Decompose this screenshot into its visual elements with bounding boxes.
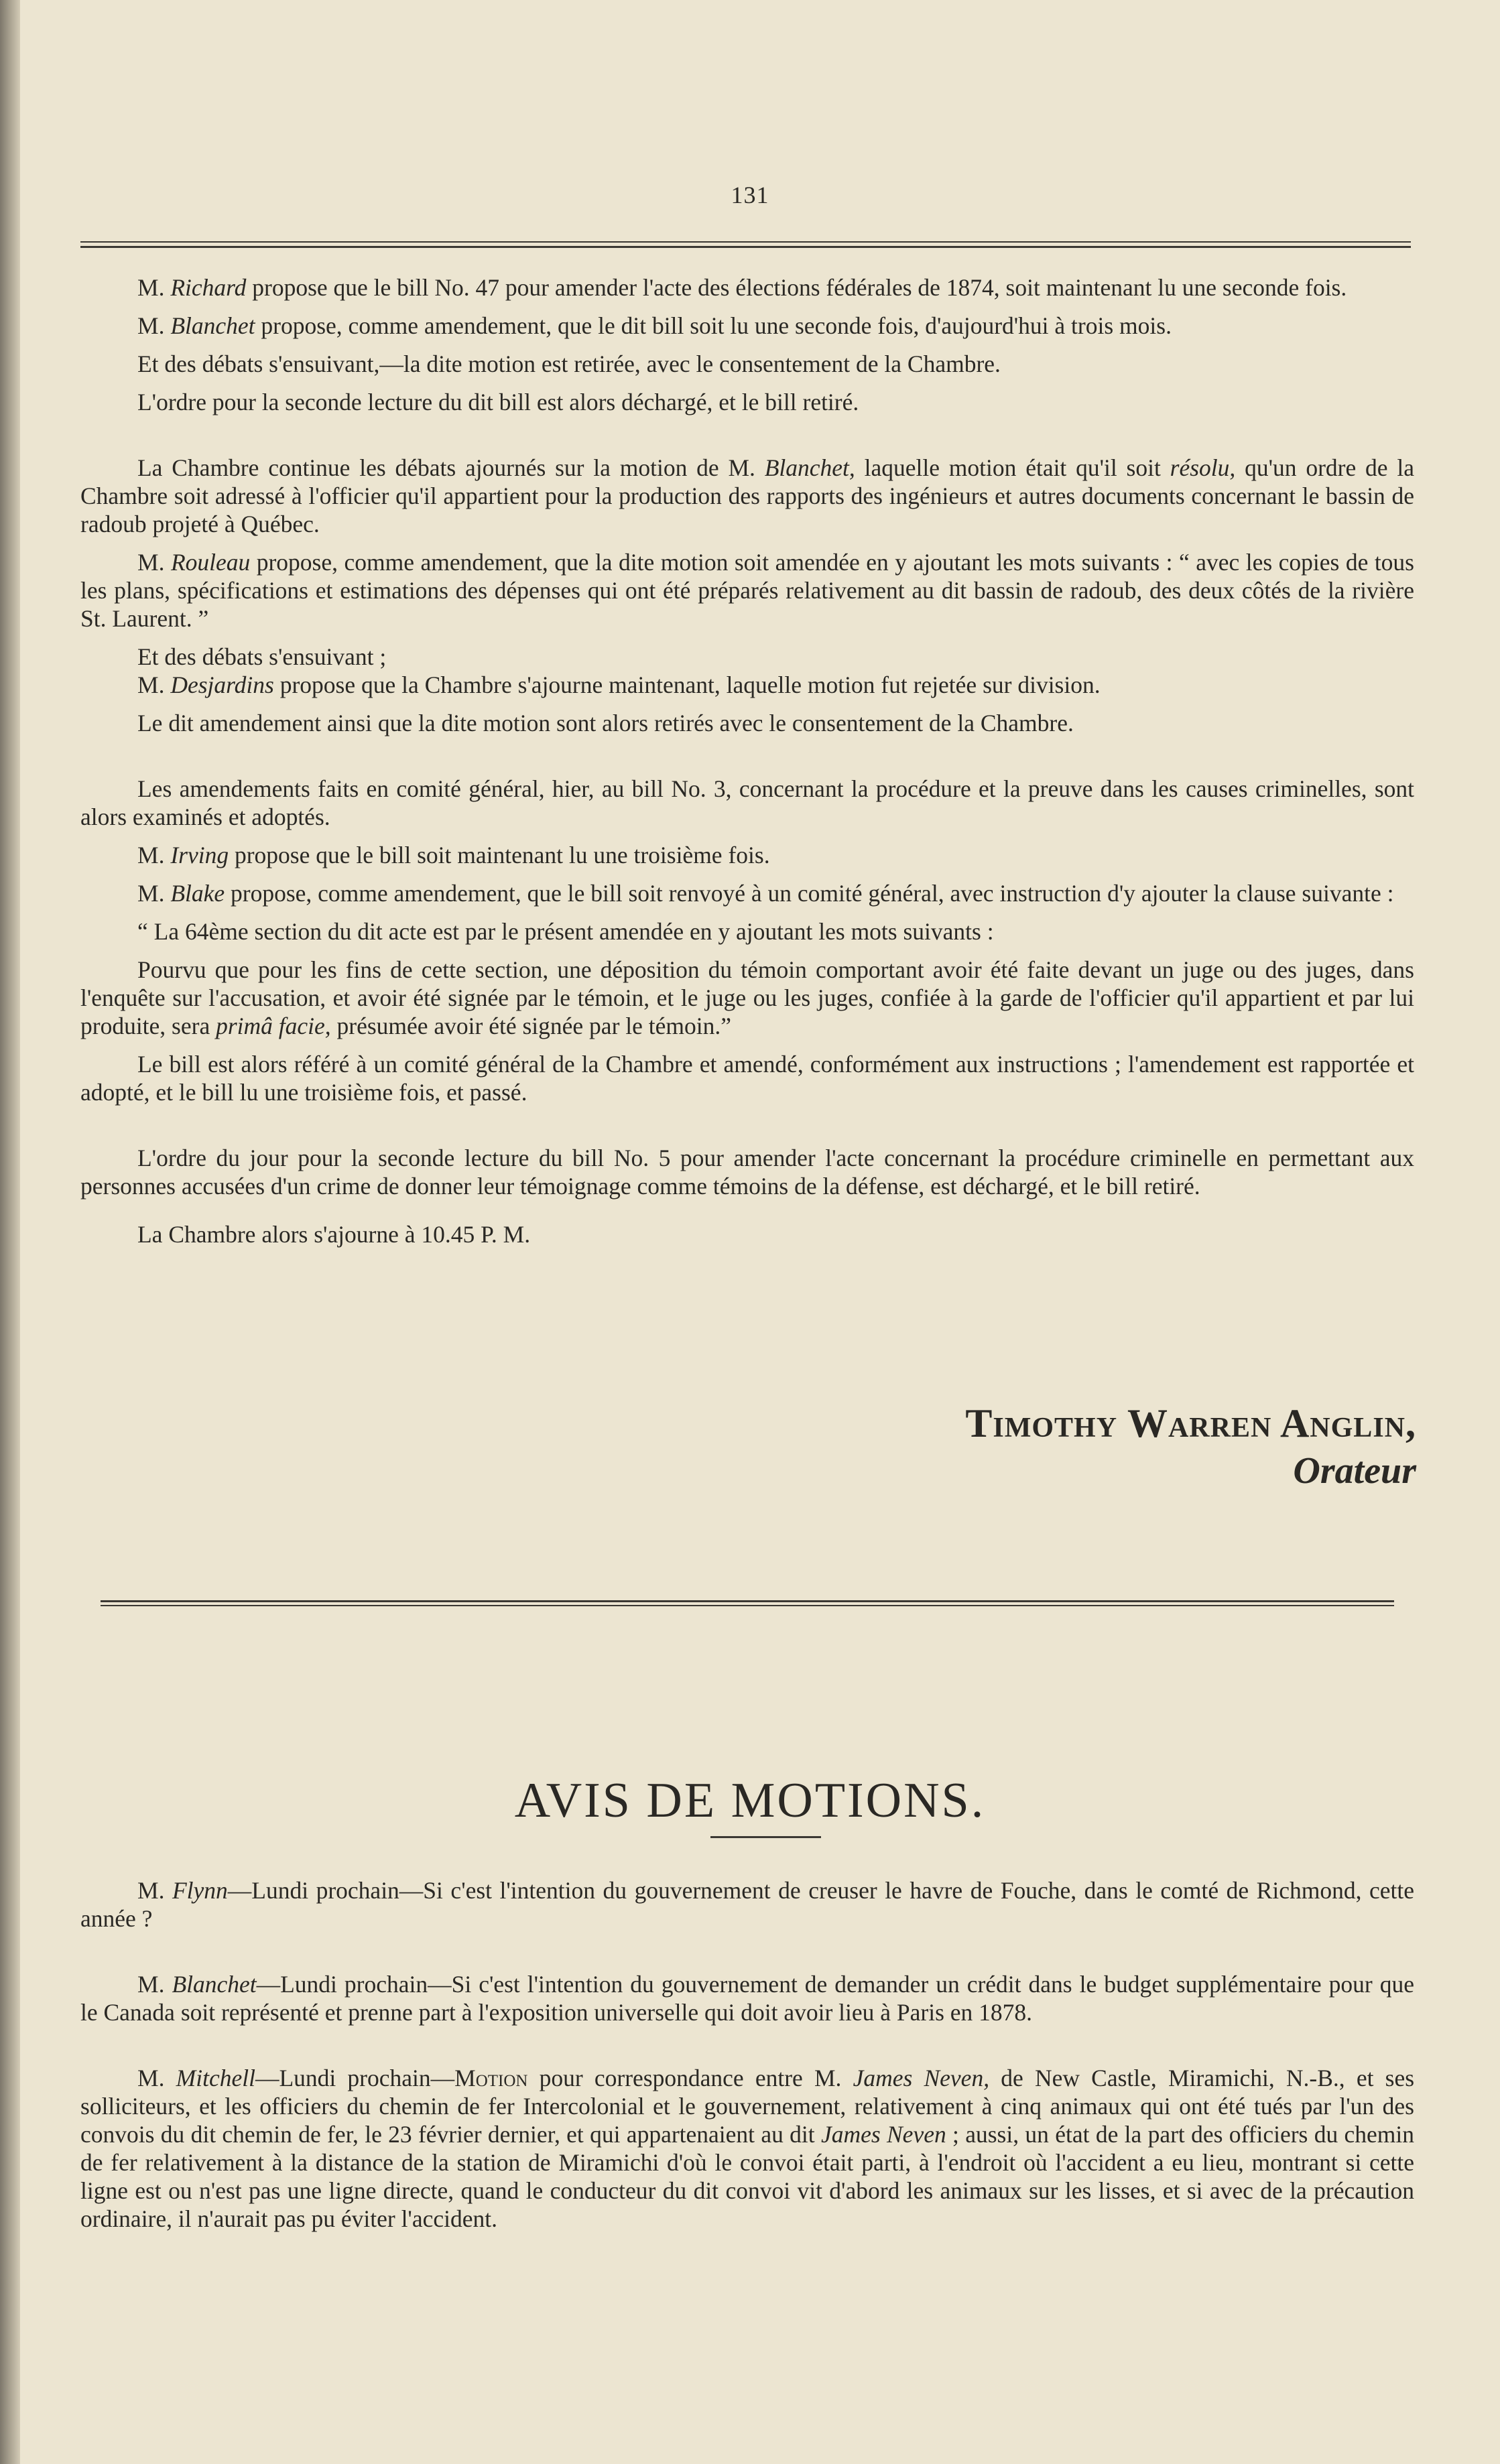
text-run: “ La 64ème section du dit acte est par le présent amendée en y ajoutant les mots suivants : <box>137 918 994 945</box>
text-run: propose que la Chambre s'ajourne maintenant, laquelle motion fut rejetée sur division. <box>273 671 1101 698</box>
text-run: propose, comme amendement, que le bill soit renvoyé à un comité général, avec instruction d'y ajouter la clause suivante : <box>225 880 1394 907</box>
member-name: James Neven, <box>853 2065 990 2091</box>
text-run: M. <box>137 312 171 339</box>
member-name: Flynn <box>172 1877 228 1904</box>
signature-block <box>965 1401 1416 1492</box>
journal-paragraph <box>80 709 1414 737</box>
journal-paragraph <box>80 1220 1414 1248</box>
text-run: propose, comme amendement, que la dite motion soit amendée en y ajoutant les mots suivants : “ avec les copies de tous les plans, spécifications et estimations des dépenses qui ont été préparés relativement au dit bassin de radoub, des deux côtés de la rivière St. Laurent. ” <box>80 549 1414 632</box>
text-run: M. <box>137 671 171 698</box>
journal-paragraph <box>80 917 1414 946</box>
notices-body <box>80 1876 1414 2233</box>
speaker-name: Timothy Warren Anglin, <box>965 1401 1416 1445</box>
text-run: propose, comme amendement, que le dit bill soit lu une seconde fois, d'aujourd'hui à trois mois. <box>255 312 1172 339</box>
journal-paragraph <box>80 841 1414 869</box>
text-run: propose que le bill soit maintenant lu une troisième fois. <box>229 842 770 868</box>
journal-paragraph <box>80 454 1414 538</box>
journal-paragraph <box>80 388 1414 416</box>
member-name: Mitchell <box>176 2065 255 2091</box>
journal-paragraph <box>80 775 1414 831</box>
text-run: M. <box>137 1971 172 1998</box>
text-run: laquelle motion était qu'il soit <box>855 454 1170 481</box>
journal-paragraph <box>80 350 1414 378</box>
heading-short-rule <box>710 1836 821 1838</box>
text-run: pour correspondance entre M. <box>527 2065 853 2091</box>
journal-paragraph <box>80 548 1414 633</box>
text-run: M. <box>137 880 171 907</box>
text-run: La Chambre continue les débats ajournés sur la motion de M. <box>137 454 765 481</box>
text-run: La Chambre alors s'ajourne à 10.45 P. M. <box>137 1221 531 1248</box>
journal-paragraph <box>80 956 1414 1040</box>
member-name: primâ facie, <box>216 1013 331 1039</box>
member-name: Blanchet <box>170 312 255 339</box>
text-run: qu'un ordre de la Chambre soit adressé à l'officier qu'il appartient pour la production des rapports des ingénieurs et autres documents concernant le bassin de radoub projeté à Québec. <box>80 454 1414 537</box>
text-run: de New Castle, Miramichi, N.-B., et ses solliciteurs, et les officiers du chemin de fer Intercolonial et le gouvernement, relativement à cinq animaux qui ont été tués par l'un des convois du dit chemin de fer, le 23 février dernier, et qui appartenaient au dit <box>80 2065 1415 2148</box>
header-double-rule <box>80 241 1411 249</box>
text-run: ; aussi, un état de la part des officiers du chemin de fer relativement à la distance de la station de Miramichi d'où le convoi était parti, à l'endroit où l'accident a eu lieu, montrant si cette ligne est ou n'est pas une ligne directe, quand le conducteur du dit convoi vit d'abord les animaux sur les lisses, et si avec de la précaution ordinaire, il n'aurait pas pu éviter l'accident. <box>80 2121 1415 2232</box>
member-name: Irving <box>170 842 229 868</box>
journal-paragraph <box>80 312 1414 340</box>
text-run: L'ordre du jour pour la seconde lecture du bill No. 5 pour amender l'acte concernant la procédure criminelle en permettant aux personnes accusées d'un crime de donner leur témoignage comme témoins de la défense, est déchargé, et le bill retiré. <box>80 1145 1414 1199</box>
text-run: Le bill est alors référé à un comité général de la Chambre et amendé, conformément aux instructions ; l'amendement est rapportée et adopté, et le bill lu une troisième fois, et passé. <box>80 1051 1414 1106</box>
text-run: Motion <box>454 2065 528 2091</box>
journal-paragraph <box>80 1144 1414 1200</box>
text-run: M. <box>137 549 171 576</box>
text-run: Le dit amendement ainsi que la dite motion sont alors retirés avec le consentement de la Chambre. <box>137 710 1074 736</box>
journal-paragraph <box>80 273 1414 302</box>
member-name: Blanchet <box>172 1971 257 1998</box>
text-run: propose que le bill No. 47 pour amender l'acte des élections fédérales de 1874, soit maintenant lu une seconde fois. <box>246 274 1347 301</box>
text-run: —Lundi prochain—Si c'est l'intention du gouvernement de creuser le havre de Fouche, dans le comté de Richmond, cette année ? <box>80 1877 1414 1932</box>
text-run: présumée avoir été signée par le témoin.” <box>330 1013 731 1039</box>
text-run: M. <box>137 842 171 868</box>
journal-paragraph <box>80 671 1414 699</box>
text-run: L'ordre pour la seconde lecture du dit bill est alors déchargé, et le bill retiré. <box>137 389 859 415</box>
notice-paragraph <box>80 1876 1414 1933</box>
text-run: —Lundi prochain— <box>255 2065 455 2091</box>
section-double-rule <box>101 1600 1394 1608</box>
text-run: Et des débats s'ensuivant,—la dite motion est retirée, avec le consentement de la Chambre. <box>137 350 1001 377</box>
journal-paragraph <box>80 1050 1414 1106</box>
text-run: Pourvu que pour les fins de cette section, une déposition du témoin comportant avoir été faite devant un juge ou des juges, dans l'enquête sur l'accusation, et avoir été signée par le témoin, et le juge ou les juges, confiée à la garde de l'officier qu'il appartient et par lui produite, sera <box>80 956 1414 1039</box>
member-name: Blanchet, <box>764 454 855 481</box>
member-name: James Neven <box>820 2121 946 2148</box>
member-name: Blake <box>170 880 225 907</box>
notices-heading: AVIS DE MOTIONS. <box>514 1772 986 1828</box>
member-name: Rouleau <box>170 549 251 576</box>
notice-paragraph <box>80 2064 1414 2233</box>
journal-paragraph <box>80 879 1414 907</box>
text-run: Les amendements faits en comité général, hier, au bill No. 3, concernant la procédure et la preuve dans les causes criminelles, sont alors examinés et adoptés. <box>80 775 1414 830</box>
notice-paragraph <box>80 1970 1414 2026</box>
member-name: Richard <box>170 274 247 301</box>
text-run: Et des débats s'ensuivant ; <box>137 643 387 670</box>
speaker-title: Orateur <box>1293 1450 1416 1492</box>
page-number: 131 <box>731 182 769 208</box>
journal-body <box>80 273 1414 1248</box>
text-run: M. <box>137 2065 176 2091</box>
text-run: —Lundi prochain—Si c'est l'intention du gouvernement de demander un crédit dans le budget supplémentaire pour que le Canada soit représenté et prenne part à l'exposition universelle qui doit avoir lieu à Paris en 1878. <box>80 1971 1414 2026</box>
text-run: M. <box>137 1877 172 1904</box>
text-run: M. <box>137 274 171 301</box>
member-name: Desjardins <box>170 671 274 698</box>
journal-paragraph <box>80 643 1414 671</box>
member-name: résolu, <box>1170 454 1236 481</box>
